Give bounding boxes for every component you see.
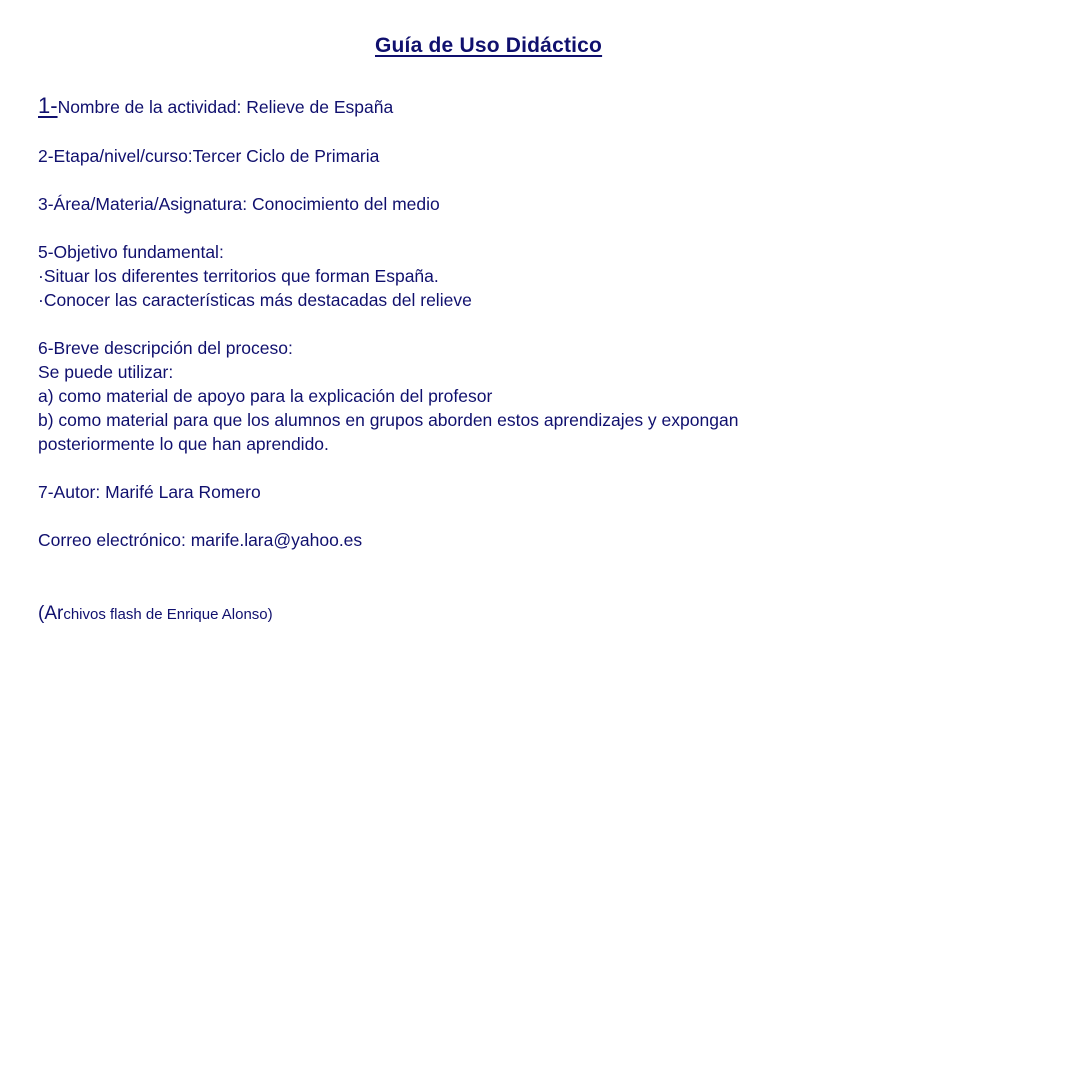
stage-level-line: 2-Etapa/nivel/curso:Tercer Ciclo de Primaria (38, 146, 380, 166)
process-line: b) como material para que los alumnos en grupos aborden estos aprendizajes y expongan (38, 410, 739, 430)
author-line: 7-Autor: Marifé Lara Romero (38, 482, 261, 502)
process-line: Se puede utilizar: (38, 362, 174, 382)
process-line: posteriormente lo que han aprendido. (38, 434, 329, 454)
process-heading: 6-Breve descripción del proceso: (38, 338, 293, 358)
credit-line (38, 601, 273, 627)
objective-bullet: ·Situar los diferentes territorios que forman España. (38, 266, 439, 286)
credit-prefix: (Ar (38, 603, 64, 624)
email-line: Correo electrónico: marife.lara@yahoo.es (38, 530, 363, 550)
objective-bullet: ·Conocer las características más destacadas del relieve (38, 290, 472, 310)
process-line: a) como material de apoyo para la explicación del profesor (38, 386, 493, 406)
item-number: 1- (38, 93, 58, 118)
page-title: Guía de Uso Didáctico (375, 34, 603, 57)
objective-heading: 5-Objetivo fundamental: (38, 242, 224, 262)
credit-text: chivos flash de Enrique Alonso) (63, 606, 273, 623)
activity-name-text: Nombre de la actividad: Relieve de España (57, 97, 394, 117)
activity-name-line (38, 94, 393, 119)
subject-area-line: 3-Área/Materia/Asignatura: Conocimiento del medio (38, 194, 440, 214)
